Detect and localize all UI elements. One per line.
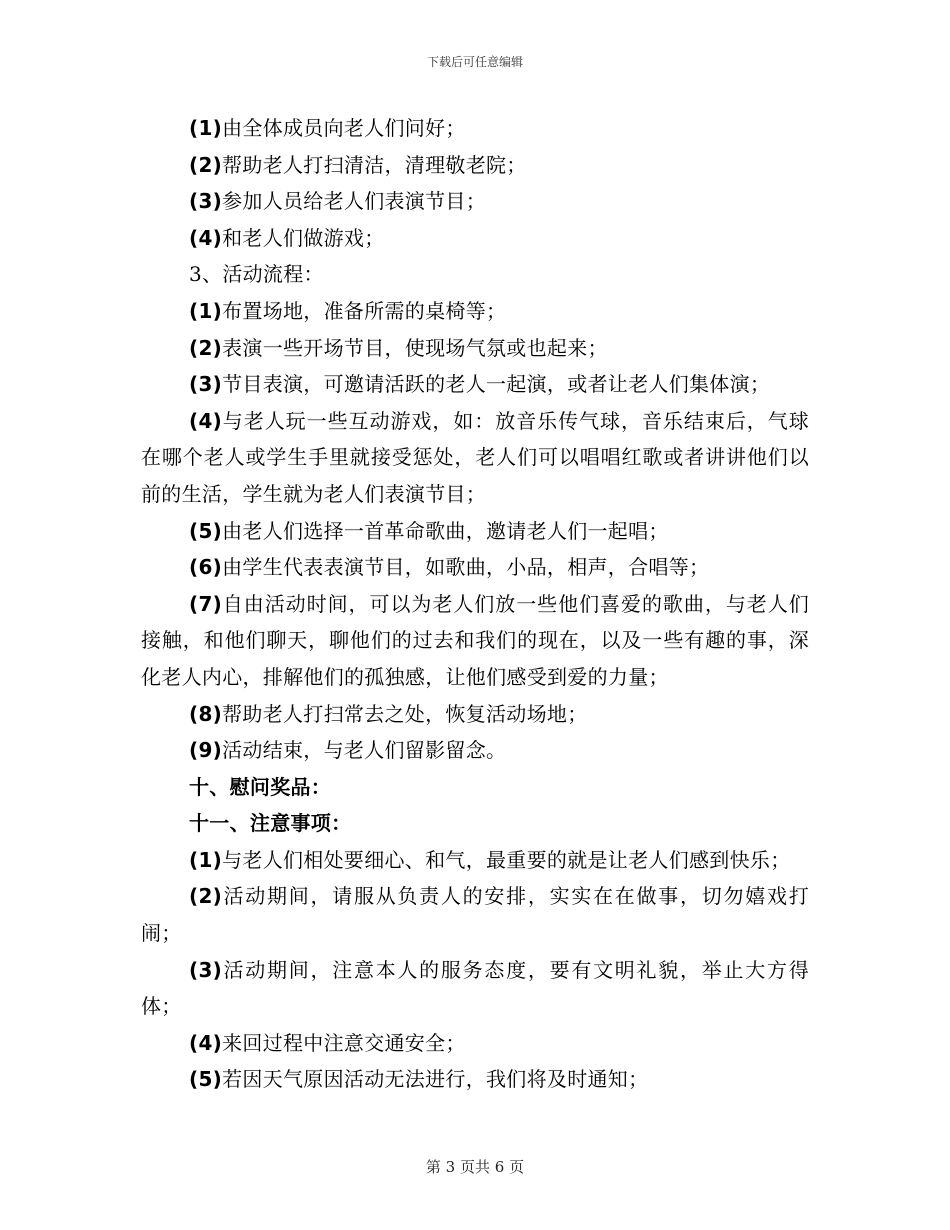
- list-item: [141, 696, 809, 733]
- item-text: 活动期间，注意本人的服务态度，要有文明礼貌，举止大方得体；: [141, 957, 809, 1019]
- list-item: [141, 256, 809, 293]
- item-text: 十、慰问奖品：: [189, 774, 332, 799]
- list-item: [141, 183, 809, 220]
- item-number: (2): [189, 884, 223, 909]
- list-item: [141, 220, 809, 257]
- item-text: 自由活动时间，可以为老人们放一些他们喜爱的歌曲，与老人们接触，和他们聊天，聊他们的过去和我们的现在，以及一些有趣的事，深化老人内心，排解他们的孤独感，让他们感受到爱的力量；: [141, 591, 809, 689]
- item-number: (2): [189, 152, 223, 177]
- item-number: (5): [189, 1067, 223, 1092]
- item-number: (3): [189, 372, 223, 397]
- list-item: [141, 732, 809, 769]
- item-number: (4): [189, 408, 223, 433]
- item-text: 十一、注意事项：: [189, 811, 352, 836]
- item-text: 由全体成员向老人们问好；: [222, 116, 466, 140]
- section-heading: [141, 805, 809, 842]
- item-text: 帮助老人打扫常去之处，恢复活动场地；: [222, 701, 588, 726]
- item-text: 节目表演，可邀请活跃的老人一起演，或者让老人们集体演；: [222, 372, 771, 397]
- item-number: (4): [189, 225, 223, 250]
- section-heading: [141, 769, 809, 806]
- item-number: (1): [189, 116, 223, 140]
- item-text: 来回过程中注意交通安全；: [222, 1030, 466, 1055]
- item-number: (3): [189, 189, 223, 214]
- item-number: (1): [189, 298, 223, 323]
- item-number: (8): [189, 701, 223, 726]
- list-item: [141, 513, 809, 550]
- list-item: [141, 366, 809, 403]
- item-number: (9): [189, 738, 223, 763]
- item-number: (6): [189, 555, 223, 580]
- item-text: 3、活动流程：: [189, 262, 324, 287]
- item-text: 活动期间，请服从负责人的安排，实实在在做事，切勿嬉戏打闹；: [141, 884, 809, 946]
- list-item: [141, 842, 809, 879]
- item-text: 参加人员给老人们表演节目；: [222, 189, 487, 214]
- item-text: 帮助老人打扫清洁，清理敬老院；: [222, 152, 527, 177]
- item-text: 活动结束，与老人们留影留念。: [222, 738, 507, 763]
- item-text: 由学生代表表演节目，如歌曲，小品，相声，合唱等；: [222, 555, 710, 580]
- page-header: 下载后可任意编辑: [426, 55, 523, 69]
- item-text: 由老人们选择一首革命歌曲，邀请老人们一起唱；: [222, 518, 669, 543]
- item-text: 布置场地，准备所需的桌椅等；: [222, 298, 507, 323]
- item-number: (4): [189, 1030, 223, 1055]
- item-number: (3): [189, 957, 223, 982]
- item-text: 表演一些开场节目，使现场气氛或也起来；: [222, 335, 608, 360]
- item-number: (2): [189, 335, 223, 360]
- item-number: (5): [189, 518, 223, 543]
- list-item: [141, 293, 809, 330]
- list-item: [141, 403, 809, 513]
- list-item: [141, 878, 809, 951]
- page-footer: 第 3 页共 6 页: [425, 1158, 525, 1176]
- document-body: [141, 110, 809, 1098]
- item-number: (7): [189, 591, 223, 616]
- item-text: 与老人玩一些互动游戏，如：放音乐传气球，音乐结束后，气球在哪个老人或学生手里就接受惩处，老人们可以唱唱红歌或者讲讲他们以前的生活，学生就为老人们表演节目；: [141, 408, 809, 506]
- item-text: 和老人们做游戏；: [222, 225, 385, 250]
- list-item: [141, 330, 809, 367]
- item-text: 与老人们相处要细心、和气，最重要的就是让老人们感到快乐；: [222, 847, 791, 872]
- list-item: [141, 1061, 809, 1098]
- list-item: [141, 147, 809, 184]
- list-item: [141, 110, 809, 147]
- list-item: [141, 549, 809, 586]
- item-number: (1): [189, 847, 223, 872]
- list-item: [141, 586, 809, 696]
- list-item: [141, 1025, 809, 1062]
- item-text: 若因天气原因活动无法进行，我们将及时通知；: [222, 1067, 649, 1092]
- list-item: [141, 952, 809, 1025]
